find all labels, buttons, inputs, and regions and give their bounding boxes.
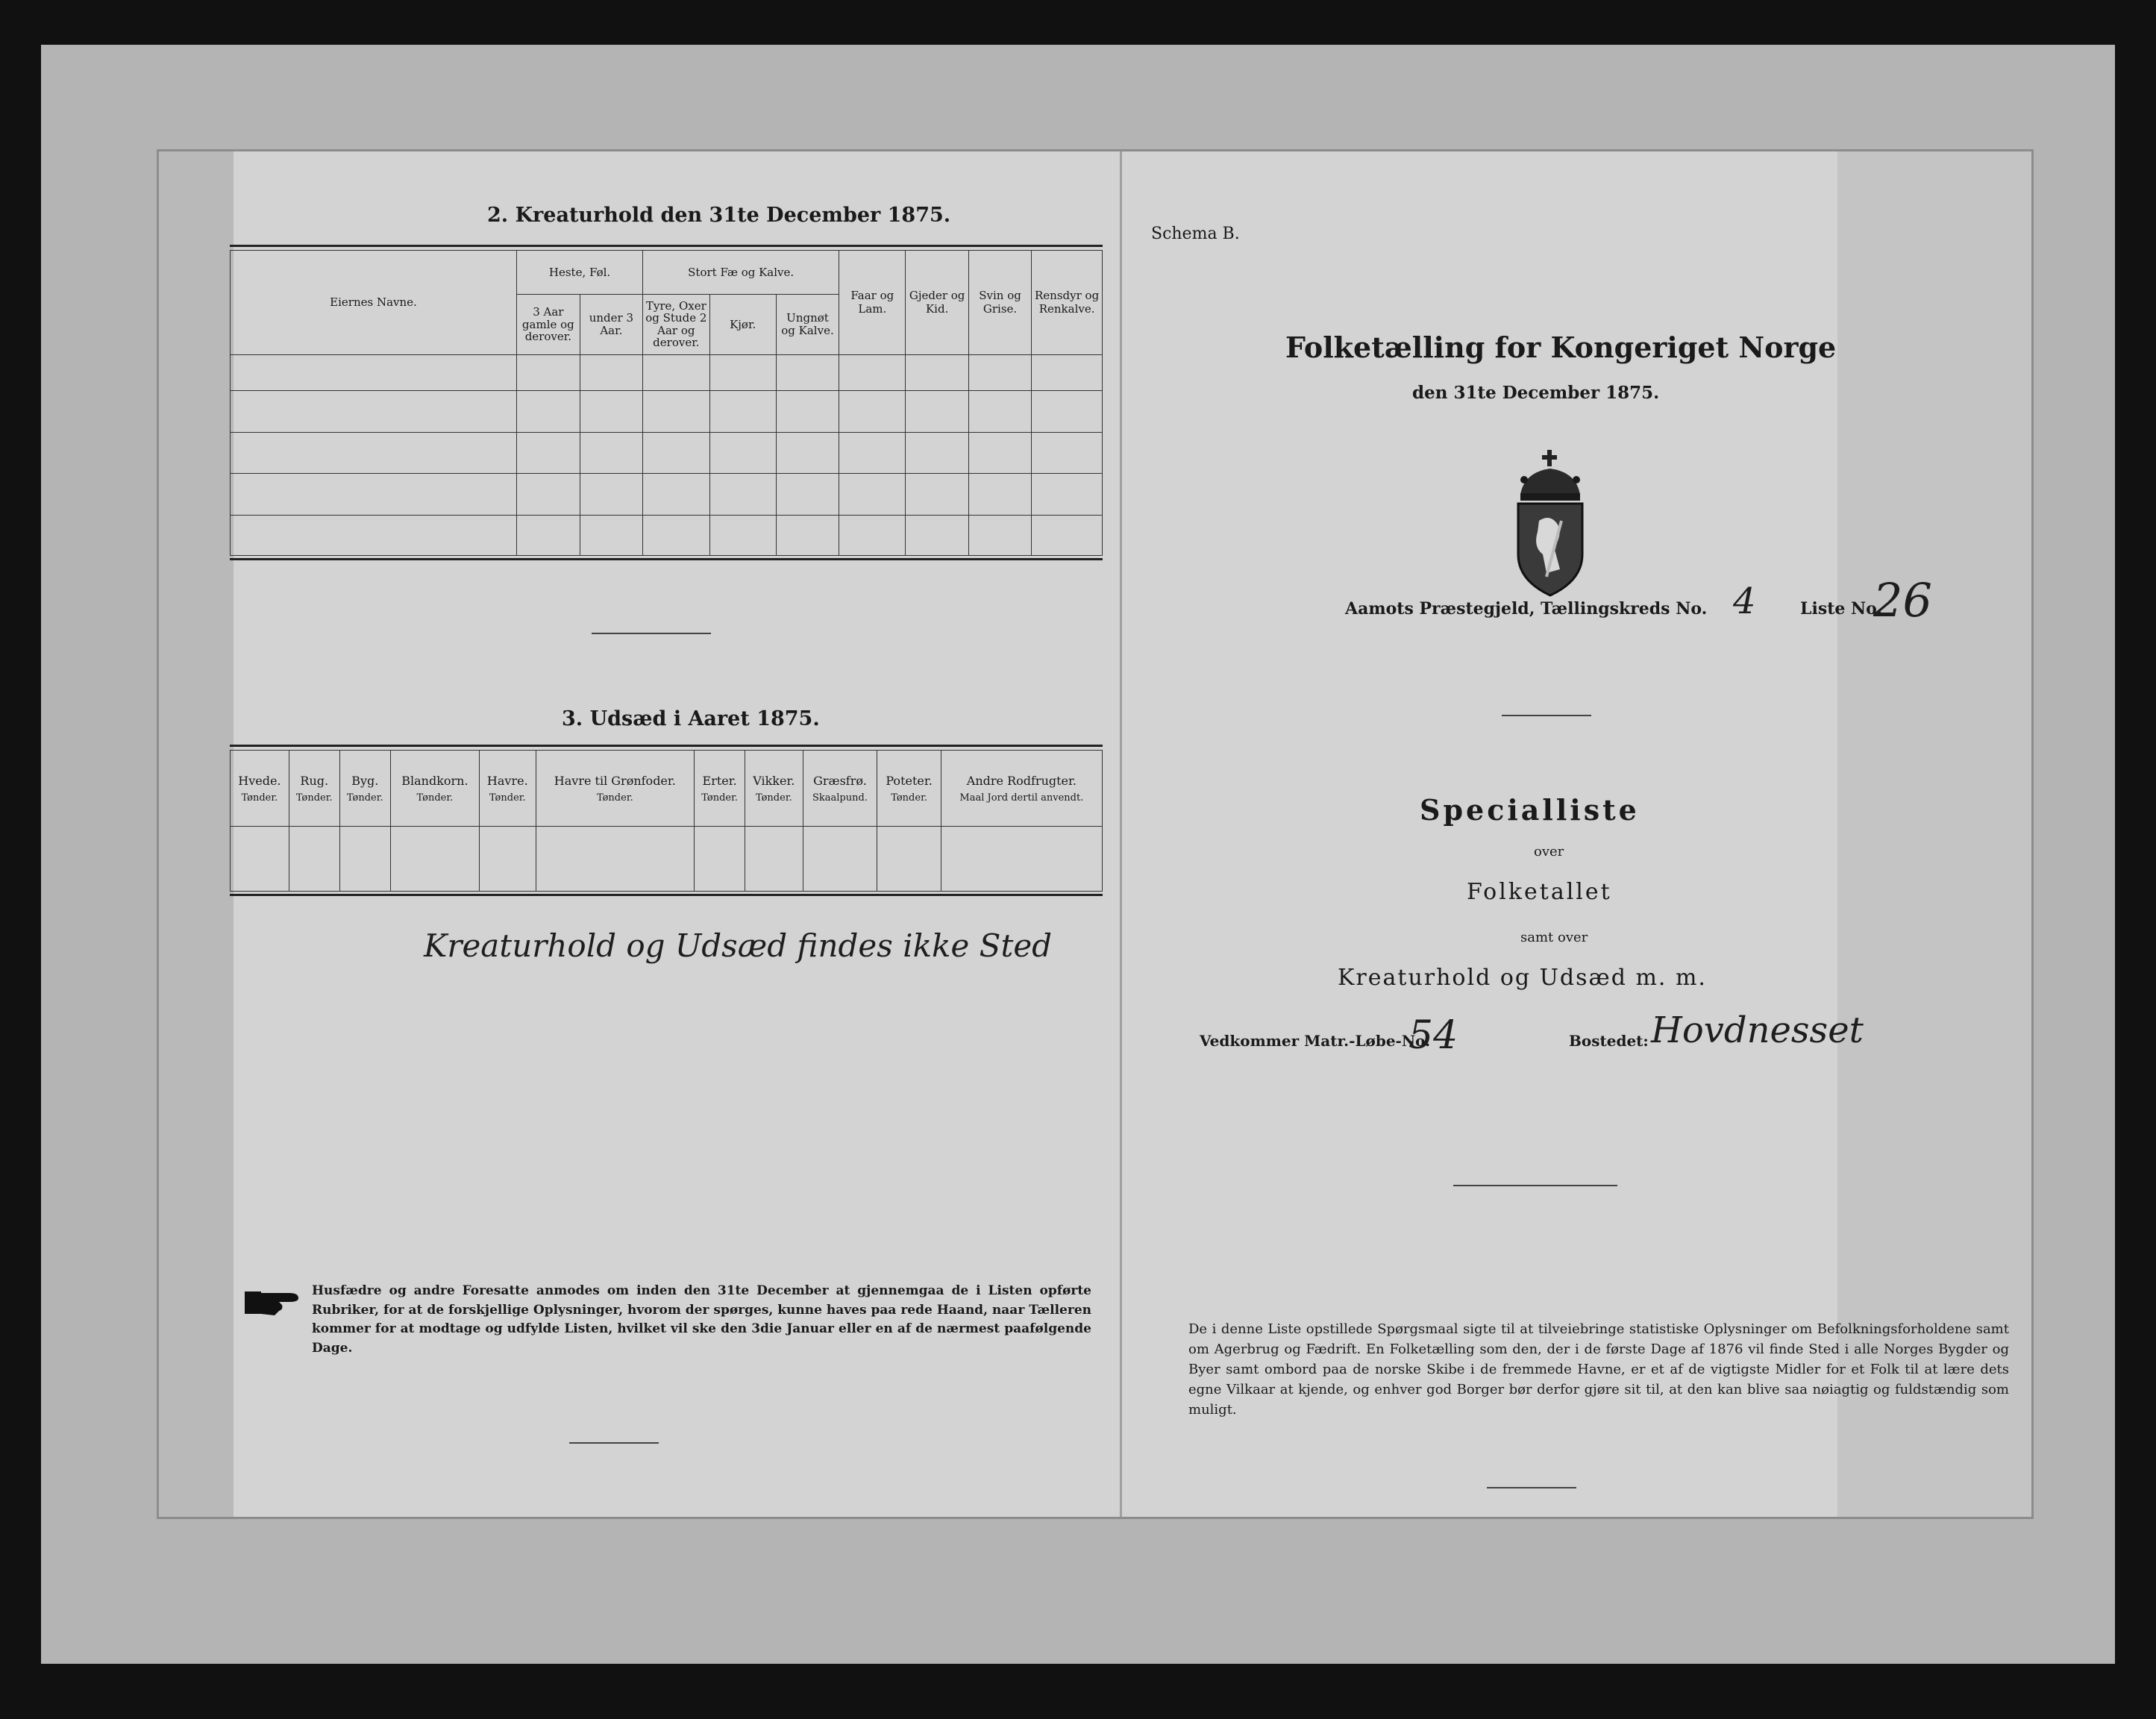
liste-number: 26 xyxy=(1873,573,1932,627)
seed-cell xyxy=(695,827,745,892)
matr-number: 54 xyxy=(1408,1013,1458,1058)
seed-cell xyxy=(536,827,695,892)
seed-col-unit: Skaalpund. xyxy=(812,792,868,804)
section2-title: 2. Kreaturhold den 31te December 1875. xyxy=(487,204,951,227)
col-heste-3aar: 3 Aar gamle og derover. xyxy=(517,295,580,355)
coat-of-arms-icon xyxy=(1509,450,1591,602)
seed-cell xyxy=(480,827,536,892)
seed-cell xyxy=(745,827,803,892)
seed-col-header xyxy=(289,751,339,827)
seed-cell xyxy=(877,827,941,892)
census-form-sheet xyxy=(157,149,2034,1519)
table-row xyxy=(231,516,517,556)
seed-col-header xyxy=(695,751,745,827)
census-date: den 31te December 1875. xyxy=(1412,383,1660,403)
separator-line xyxy=(1502,715,1591,716)
table3-bottom-rule xyxy=(230,894,1103,896)
seed-col-name: Hvede. xyxy=(238,773,281,788)
seed-col-unit: Tønder. xyxy=(346,792,383,804)
seed-col-unit: Tønder. xyxy=(755,792,792,804)
table-row xyxy=(231,390,517,432)
bostedet-value: Hovdnesset xyxy=(1651,1009,1864,1051)
seed-col-unit: Tønder. xyxy=(295,792,333,804)
seed-col-unit: Tønder. xyxy=(596,792,633,804)
col-heste-under3: under 3 Aar. xyxy=(580,295,642,355)
section3-title: 3. Udsæd i Aaret 1875. xyxy=(562,707,820,730)
bostedet-label: Bostedet: xyxy=(1569,1032,1649,1050)
table-row xyxy=(231,354,517,390)
seed-cell xyxy=(231,827,289,892)
col-rensdyr: Rensdyr og Renkalve. xyxy=(1032,251,1103,355)
col-svin: Svin og Grise. xyxy=(968,251,1031,355)
seed-col-name: Græsfrø. xyxy=(813,773,867,788)
schema-label: Schema B. xyxy=(1151,225,1240,243)
specialliste-title: Specialliste xyxy=(1420,793,1640,827)
col-kjor: Kjør. xyxy=(709,295,776,355)
seed-col-header xyxy=(536,751,695,827)
bottom-separator xyxy=(1487,1487,1576,1488)
seed-col-name: Byg. xyxy=(351,773,379,788)
seed-col-unit: Tønder. xyxy=(891,792,927,804)
parish-label: Aamots Præstegjeld, Tællingskreds No. xyxy=(1345,599,1708,619)
liste-label: Liste No. xyxy=(1800,599,1883,619)
seed-col-unit: Tønder. xyxy=(241,792,278,804)
seed-col-unit: Tønder. xyxy=(416,792,454,804)
seed-col-name: Andre Rodfrugter. xyxy=(966,773,1077,788)
seed-cell xyxy=(390,827,479,892)
seed-col-unit: Tønder. xyxy=(701,792,739,804)
seed-col-header xyxy=(877,751,941,827)
seed-col-name: Havre. xyxy=(486,773,528,788)
seed-col-name: Blandkorn. xyxy=(401,773,469,788)
seed-col-header xyxy=(941,751,1102,827)
matr-label: Vedkommer Matr.-Løbe-No. xyxy=(1200,1032,1431,1050)
seed-col-header xyxy=(480,751,536,827)
col-gjeder: Gjeder og Kid. xyxy=(906,251,968,355)
seed-cell xyxy=(339,827,390,892)
table2-bottom-rule xyxy=(230,558,1103,560)
seed-col-header xyxy=(231,751,289,827)
seed-col-header xyxy=(745,751,803,827)
kreaturhold-title: Kreaturhold og Udsæd m. m. xyxy=(1338,965,1707,991)
handwritten-note: Kreaturhold og Udsæd findes ikke Sted xyxy=(424,927,1053,964)
samt-over-text: samt over xyxy=(1520,930,1588,945)
col-tyre: Tyre, Oxer og Stude 2 Aar og derover. xyxy=(643,295,710,355)
pointing-hand-icon xyxy=(245,1286,304,1322)
seed-col-header xyxy=(339,751,390,827)
seed-col-name: Erter. xyxy=(702,773,737,788)
kreds-number: 4 xyxy=(1733,580,1756,622)
col-ungnot: Ungnøt og Kalve. xyxy=(776,295,839,355)
table-row xyxy=(231,474,517,516)
livestock-table xyxy=(230,250,1103,556)
col-faar: Faar og Lam. xyxy=(839,251,906,355)
seed-col-header xyxy=(803,751,877,827)
page-fold xyxy=(1120,151,1122,1517)
seed-col-name: Vikker. xyxy=(753,773,795,788)
seed-col-name: Poteter. xyxy=(886,773,933,788)
table-row xyxy=(231,432,517,474)
table3-top-rule xyxy=(230,745,1103,747)
explanation-paragraph: De i denne Liste opstillede Spørgsmaal sigte til at tilveiebringe statistiske Oplysninger om Befolkningsforholdene samt om Agerbrug og Fædrift. En Folketælling som den, der i de første Dage af 1876 vil finde Sted i alle Norges Bygder og Byer samt ombord paa de norske Skibe i de fremmede Havne, er et af de vigtigste Midler for et Folk til at lære dets egne Vilkaar at kjende, og enhver god Borger bør derfor gjøre sit til, at den kan blive saa nøiagtig og fuldstændig som muligt. xyxy=(1188,1321,2009,1418)
col-stort-fae: Stort Fæ og Kalve. xyxy=(643,251,839,295)
seed-cell xyxy=(289,827,339,892)
seed-table xyxy=(230,750,1103,892)
col-owner-names: Eiernes Navne. xyxy=(231,251,517,355)
seed-col-unit: Tønder. xyxy=(489,792,526,804)
table2-top-rule xyxy=(230,245,1103,247)
left-edge-strip xyxy=(159,151,234,1517)
separator-line xyxy=(592,633,711,634)
over-text: over xyxy=(1534,844,1564,860)
seed-cell xyxy=(941,827,1102,892)
seed-col-name: Havre til Grønfoder. xyxy=(554,773,676,788)
bottom-separator xyxy=(569,1442,659,1444)
seed-col-header xyxy=(390,751,479,827)
seed-col-unit: Maal Jord dertil anvendt. xyxy=(959,792,1084,804)
notice-paragraph: Husfædre og andre Foresatte anmodes om inden den 31te December at gjennemgaa de i Listen opførte Rubriker, for at de forskjellige Oplysninger, hvorom der spørges, kunne haves paa rede Haand, naar Tælleren kommer for at modtage og udfylde Listen, hvilket vil ske den 3die Januar eller en af de nærmest paafølgende Dage. xyxy=(312,1283,1091,1356)
separator-line xyxy=(1453,1185,1617,1186)
seed-cell xyxy=(803,827,877,892)
census-title: Folketælling for Kongeriget Norge xyxy=(1285,331,1837,364)
seed-col-name: Rug. xyxy=(300,773,329,788)
right-edge-strip xyxy=(1837,151,2031,1517)
col-heste: Heste, Føl. xyxy=(517,251,643,295)
folketallet-title: Folketallet xyxy=(1467,879,1612,905)
